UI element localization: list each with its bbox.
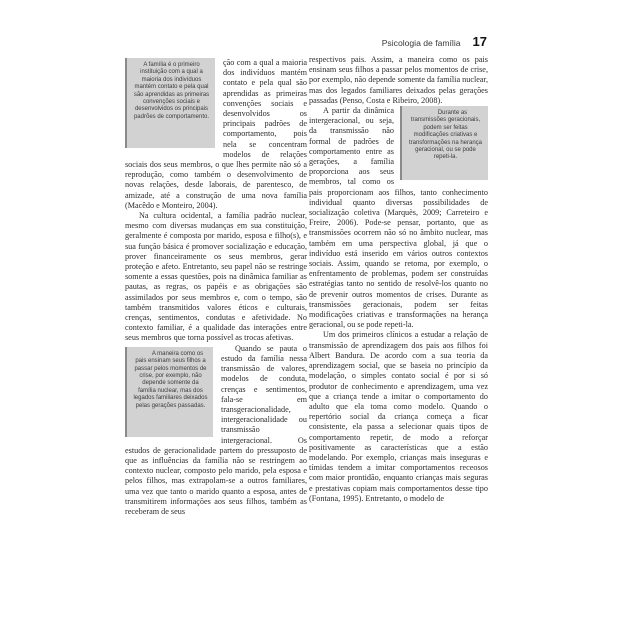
page-number: 17 — [472, 34, 487, 49]
running-header — [300, 34, 487, 48]
left-column — [125, 58, 307, 517]
right-paragraph-1: respectivos pais. Assim, a maneira como os pais ensinam seus filhos a passar pelos momentos de crise, por exemplo, não depende somente da família nuclear, mas dos legados familiares deixados pelas gerações passadas (Penso, Costa e Ribeiro, 2008). — [309, 55, 488, 105]
sidebar-note-1: A família é o primeiro instituição com a qual a maioria dos indivíduos mantém contato e pela qual são aprendidas as primeiras convenções sociais e desenvolvidos os principais padrões de comportamento. — [125, 58, 215, 148]
sidebar-note-3: Durante as transmissões geracionais, podem ser feitas modificações criativas e transformações na herança geracional, ou se pode repeti-la. — [400, 106, 488, 180]
right-paragraph-2-text: A partir da dinâmica intergeracional, ou seja, da transmissão não formal de padrões de comportamento entre as gerações, a família proporciona aos seus membros, tal como os pais proporcionam aos filhos, tanto conhecimento individual quanto diversas possibilidades de socialização coletiva (Marquès, 2009; Carreteiro e Freire, 2006). Pode-se pensar, portanto, que as transmissões ocorrem não só no âmbito nuclear, mas também em uma perspectiva global, já que o indivíduo está inserido em vários outros contextos sociais. Assim, quando se retoma, por exemplo, o enfrentamento de problemas, podem ser construídas estratégias tanto no sentido de resolvê-los quanto no de prevenir outros momentos de crises. Durante as transmissões geracionais, podem ser feitas modificações criativas e transformações na herança geracional, ou se pode repeti-la. — [309, 106, 488, 330]
chapter-title: Psicologia de família — [381, 38, 461, 48]
left-paragraph-3-text: Quando se pauta o estudo da família nessa transmissão de valores, modelos de conduta, crenças e sentimentos, fala-se em transgeracionalidade, intergeracionalidade ou transmissão intergeracional. Os estudos de geracionalidade partem do pressuposto de que as influências da família não se restringem ao contexto nuclear, composto pelo marido, pela esposa e pelos filhos, mas extrapolam-se a outros familiares, uma vez que tanto o marido quanto a esposa, antes de transmitirem informações aos seus filhos, também as receberam de seus — [125, 343, 307, 516]
right-paragraph-3: Um dos primeiros clínicos a estudar a relação de transmissão de aprendizagem dos pais aos filhos foi Albert Bandura. De acordo com a sua teoria da aprendizagem social, que se baseia no princípio da modelação, o simples contato social é por si só produtor de conhecimento e aprendizagem, uma vez que a criança tende a imitar o comportamento do adulto que ela toma como modelo. Quando o repertório social da criança começa a ficar consistente, ela passa a selecionar quais tipos de comportamento repetir, de modo a reforçar positivamente as características que a estão modelando. Por exemplo, crianças mais inseguras e tímidas tendem a imitar comportamentos receosos com maior prontidão, enquanto crianças mais seguras e prestativas copiam mais comportamentos desse tipo (Fontana, 1995). Entretanto, o modelo de — [309, 330, 488, 503]
sidebar-note-2: A maneira como os pais ensinam seus filhos a passar pelos momentos de crise, por exemplo, não depende somente da família nuclear, mas dos legados familiares deixados pelas gerações passadas. — [125, 347, 213, 437]
right-paragraph-2 — [309, 106, 488, 330]
right-column — [309, 55, 488, 504]
left-paragraph-2: Na cultura ocidental, a família padrão nuclear, mesmo com diversas mudanças em sua constituição, geralmente é composta por marido, esposa e filho(s), e sua função básica é promover socialização e educação, prover financeiramente os seus membros, gerar proteção e afeto. Entretanto, seu papel não se restringe somente a essas questões, pois na dinâmica familiar as pautas, as regras, os papéis e as obrigações são assimilados por seus membros e, com o tempo, são também transmitidos valores éticos e culturais, crenças, sentimentos, condutas e afetividade. No contexto familiar, é a qualidade das interações entre seus membros que torna possível as trocas afetivas. — [125, 211, 307, 343]
left-paragraph-3 — [125, 344, 307, 517]
left-paragraph-1: ção com a qual a maioria dos indivíduos mantém contato e pela qual são aprendidas as primeiras convenções sociais e desenvolvidos os principais padrões de comportamento, pois nela se concentram modelos de relações sociais dos seus membros, o que lhes permite não só a reprodução, como também o desenvolvimento de novas relações, desde laborais, de parentesco, de amizade, até a construção de uma nova família (Macêdo e Monteiro, 2004). — [125, 58, 307, 210]
